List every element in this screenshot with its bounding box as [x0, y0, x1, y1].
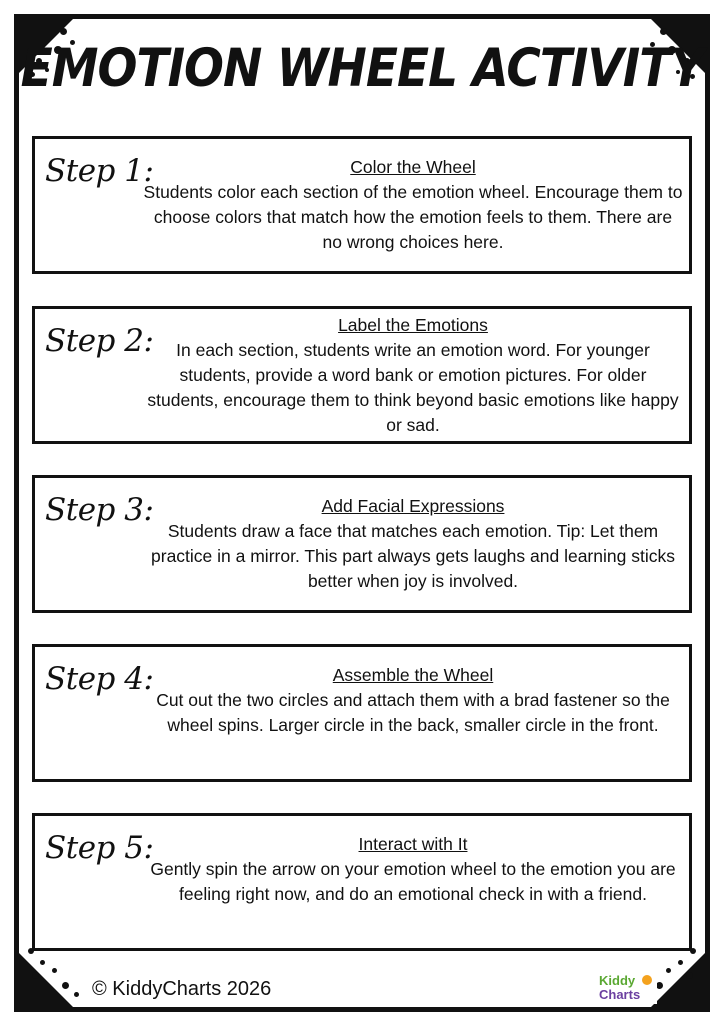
step-content [143, 313, 683, 438]
step-content [143, 155, 683, 255]
step-label: Step 4: [45, 661, 154, 697]
step-heading: Label the Emotions [338, 315, 488, 335]
step-label: Step 2: [45, 323, 154, 359]
step-card-4 [32, 644, 692, 782]
svg-text:Charts: Charts [599, 987, 641, 1002]
step-body: In each section, students write an emotion word. For younger students, provide a word bank or emotion pictures. For older students, encourage them to think beyond basic emotions like happy or sad. [147, 340, 679, 435]
step-card-2 [32, 306, 692, 444]
step-body: Students color each section of the emotion wheel. Encourage them to choose colors that match how the emotion feels to them. There are no wrong choices here. [143, 182, 683, 252]
step-heading: Assemble the Wheel [332, 665, 494, 685]
copyright-text: © KiddyCharts 2026 [92, 978, 272, 1000]
step-body: Cut out the two circles and attach them with a brad fastener so the wheel spins. Larger circle in the back, smaller circle in the front. [156, 690, 670, 735]
step-card-1 [32, 136, 692, 274]
step-body: Gently spin the arrow on your emotion wheel to the emotion you are feeling right now, and do an emotional check in with a friend. [150, 859, 676, 904]
step-content [143, 663, 683, 738]
step-label: Step 5: [45, 830, 154, 866]
step-content [143, 494, 683, 594]
step-heading: Color the Wheel [350, 157, 476, 177]
step-label: Step 3: [45, 492, 154, 528]
step-label: Step 1: [45, 153, 154, 189]
step-heading: Interact with It [358, 834, 468, 854]
step-content [143, 832, 683, 907]
step-card-3 [32, 475, 692, 613]
step-heading: Add Facial Expressions [321, 496, 505, 516]
page-title: EMOTION WHEEL ACTIVITY [20, 38, 704, 100]
svg-text:Kiddy: Kiddy [599, 973, 636, 988]
step-body: Students draw a face that matches each emotion. Tip: Let them practice in a mirror. This part always gets laughs and learning sticks better when joy is involved. [151, 521, 675, 591]
kiddycharts-logo [595, 970, 657, 1004]
corner-ornament-bottom-left [14, 948, 78, 1012]
step-card-5 [32, 813, 692, 951]
